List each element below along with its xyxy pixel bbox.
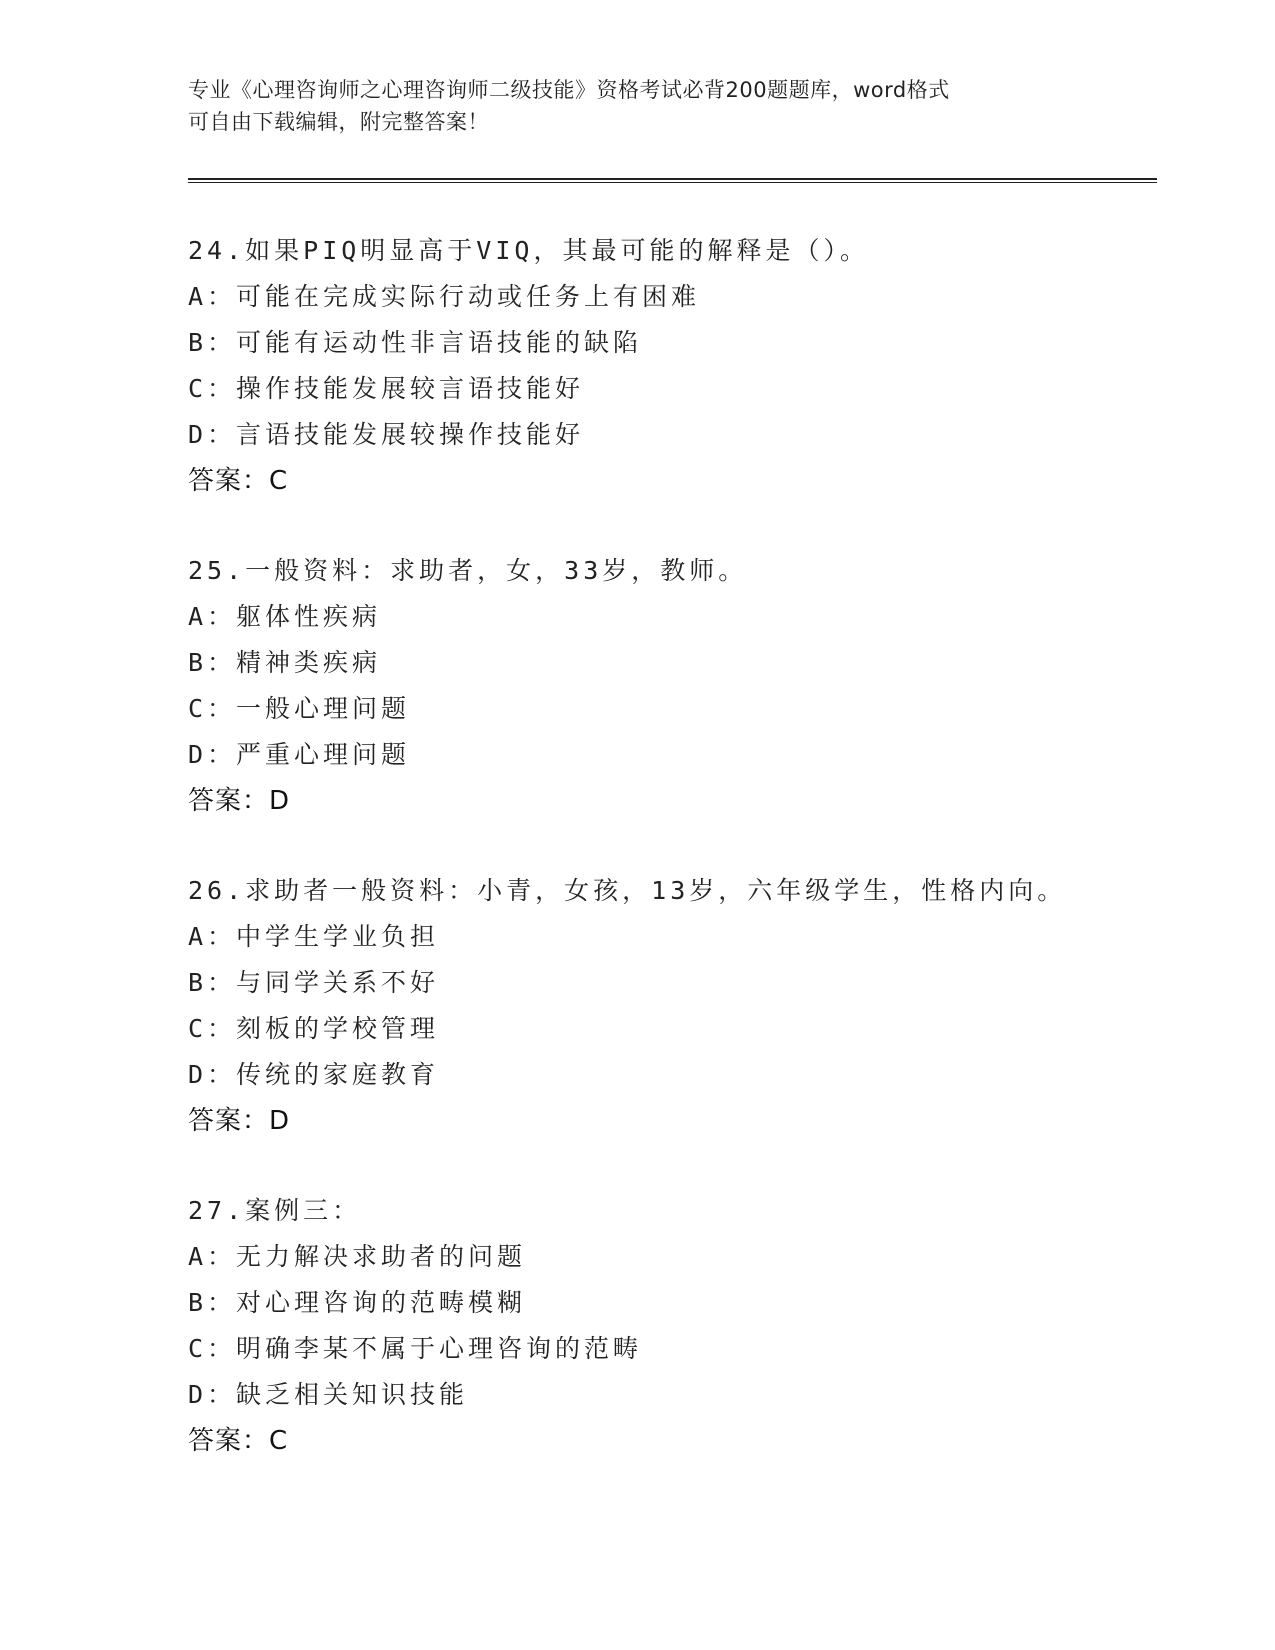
document-header [188,74,1088,138]
option-b: B：可能有运动性非言语技能的缺陷 [188,328,643,357]
option-c: C：明确李某不属于心理咨询的范畴 [188,1334,643,1363]
option-a: A：无力解决求助者的问题 [188,1242,527,1271]
question-stem: 24.如果PIQ明显高于VIQ，其最可能的解释是（）。 [188,236,869,265]
option-a: A：可能在完成实际行动或任务上有困难 [188,282,701,311]
question-stem: 27.案例三： [188,1196,362,1225]
answer-label: 答案：D [188,786,291,816]
question-stem: 26.求助者一般资料：小青，女孩，13岁，六年级学生，性格内向。 [188,876,1067,905]
header-divider [188,178,1157,183]
question-25 [188,548,1148,824]
option-d: D：言语技能发展较操作技能好 [188,420,585,449]
option-d: D：严重心理问题 [188,740,411,769]
option-c: C：操作技能发展较言语技能好 [188,374,585,403]
header-line-2: 可自由下载编辑，附完整答案！ [188,110,489,134]
answer-label: 答案：C [188,1426,289,1456]
question-24 [188,228,1148,504]
answer-label: 答案：D [188,1106,291,1136]
option-a: A：中学生学业负担 [188,922,440,951]
option-a: A：躯体性疾病 [188,602,382,631]
option-b: B：精神类疾病 [188,648,382,677]
option-b: B：与同学关系不好 [188,968,440,997]
option-c: C：一般心理问题 [188,694,411,723]
answer-label: 答案：C [188,466,289,496]
header-line-1: 专业《心理咨询师之心理咨询师二级技能》资格考试必背200题题库，word格式 [188,78,950,102]
option-c: C：刻板的学校管理 [188,1014,440,1043]
option-d: D：传统的家庭教育 [188,1060,440,1089]
option-d: D：缺乏相关知识技能 [188,1380,469,1409]
question-26 [188,868,1148,1144]
question-stem: 25.一般资料：求助者，女，33岁，教师。 [188,556,748,585]
question-27 [188,1188,1148,1464]
option-b: B：对心理咨询的范畴模糊 [188,1288,527,1317]
